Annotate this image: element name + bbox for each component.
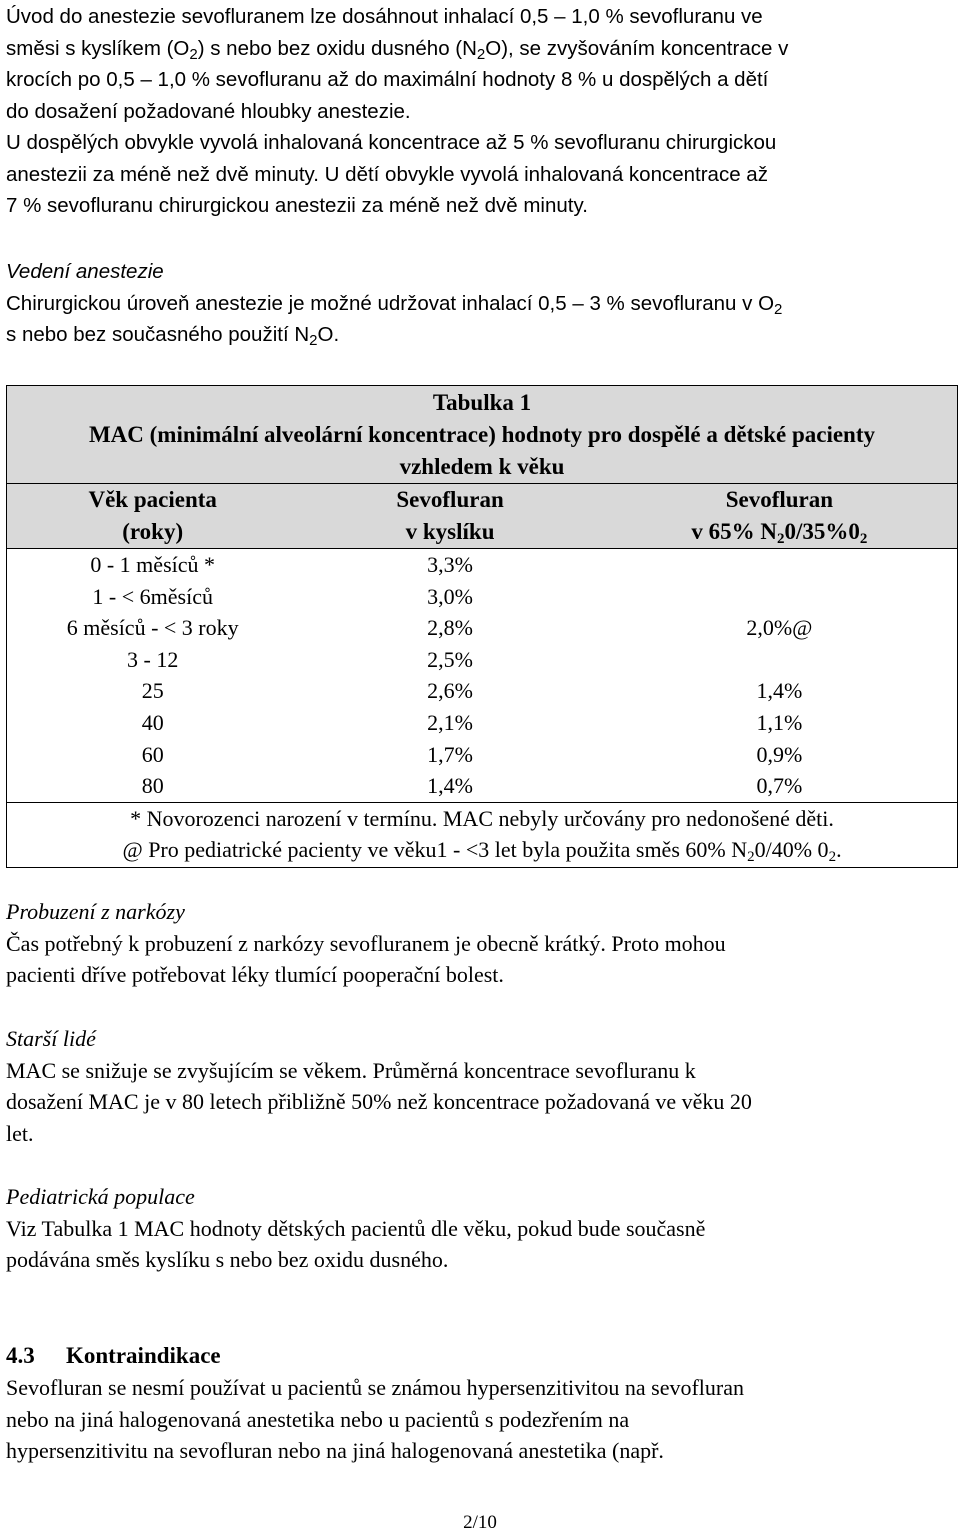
text-line: Chirurgickou úroveň anestezie je možné udržovat inhalací 0,5 – 3 % sevofluranu v $O_2$ <box>6 291 783 318</box>
text-line: U dospělých obvykle vyvolá inhalovaná koncentrace až 5 % sevofluranu chirurgickou <box>6 131 777 154</box>
section-title: Pediatrická populace <box>6 1184 195 1209</box>
text-line: pacienti dříve potřebovat léky tlumící pooperační bolest. <box>6 962 504 987</box>
cell-n2o <box>602 549 957 581</box>
text-line: Čas potřebný k probuzení z narkózy sevofluranem je obecně krátký. Proto mohou <box>6 930 726 956</box>
table-footnotes <box>7 802 957 867</box>
cell-oxygen: 2,5% <box>427 646 473 672</box>
text-line: nebo na jiná halogenovaná anestetika nebo u pacientů s podezřením na <box>6 1406 630 1432</box>
cell-oxygen: 2,8% <box>427 615 473 641</box>
table-row <box>7 739 957 771</box>
text-line: Viz Tabulka 1 MAC hodnoty dětských pacientů dle věku, pokud bude současně <box>6 1215 706 1241</box>
cell-n2o: 0,9% <box>756 741 803 767</box>
text-line: hypersenzitivitu na sevofluran nebo na jiná halogenovaná anestetika (např. <box>6 1438 664 1463</box>
cell-age: 80 <box>141 773 164 799</box>
maintenance-section <box>6 256 952 351</box>
cell-oxygen: 3,0% <box>427 583 473 609</box>
text-line: směsi s kyslíkem $(O_2)$ s nebo bez oxidu dusného $(N_2O)$, se zvyšováním koncentrace v <box>6 36 789 63</box>
page-number: 2/10 <box>463 1512 497 1533</box>
footnote: @ Pro pediatrické pacienty ve věku1 - <3 let byla použita směs 60% $N_20/40\%$ $0_2$. <box>122 836 842 865</box>
cell-n2o: 1,4% <box>756 678 803 704</box>
cell-oxygen: 3,3% <box>427 552 473 577</box>
pediatric-section <box>6 1181 952 1276</box>
column-header-oxygen: Sevofluran v kyslíku <box>396 487 504 544</box>
table-header-row <box>7 484 957 549</box>
cell-oxygen: 1,4% <box>427 773 473 799</box>
cell-n2o <box>602 581 957 613</box>
column-header-n2o: Sevofluran v 65% $N_20/35\%0_2$ <box>691 487 868 547</box>
cell-oxygen: 1,7% <box>427 741 473 767</box>
table-caption <box>7 386 957 484</box>
section-title: Starší lidé <box>6 1026 96 1051</box>
table-row <box>7 675 957 707</box>
table-row <box>7 549 957 581</box>
cell-n2o: 2,0%@ <box>746 615 813 641</box>
table-row <box>7 581 957 613</box>
cell-age: 3 - 12 <box>127 646 179 672</box>
mac-table <box>6 385 958 868</box>
table-row <box>7 612 957 644</box>
cell-age: 6 měsíců - < 3 roky <box>66 615 239 641</box>
text-line: Sevofluran se nesmí používat u pacientů se známou hypersenzitivitou na sevofluran <box>6 1375 745 1400</box>
table-row <box>7 644 957 676</box>
text-line: krocích po 0,5 – 1,0 % sevofluranu až do maximální hodnoty 8 % u dospělých a dětí <box>6 68 769 91</box>
cell-n2o <box>602 644 957 676</box>
section-heading-title: Kontraindikace <box>66 1343 221 1368</box>
table-caption-line: MAC (minimální alveolární koncentrace) hodnoty pro dospělé a dětské pacienty <box>88 422 876 447</box>
text-line: dosažení MAC je v 80 letech přibližně 50% než koncentrace požadovaná ve věku 20 <box>6 1089 752 1114</box>
cell-age: 0 - 1 měsíců * <box>90 552 216 577</box>
cell-age: 25 <box>141 678 164 704</box>
cell-age: 40 <box>141 709 164 735</box>
section-title: Probuzení z narkózy <box>6 899 185 924</box>
text-line: podávána směs kyslíku s nebo bez oxidu dusného. <box>6 1247 449 1272</box>
cell-oxygen: 2,1% <box>427 709 473 735</box>
contraindications-paragraph <box>6 1372 952 1467</box>
intro-paragraph <box>6 1 952 222</box>
table-caption-line: vzhledem k věku <box>399 454 565 479</box>
table-title: Tabulka 1 <box>432 390 532 415</box>
section-number: 4.3 <box>6 1343 35 1368</box>
section-title: Vedení anestezie <box>6 260 164 283</box>
text-line: do dosažení požadované hloubky anestezie. <box>6 99 411 123</box>
elderly-section <box>6 1023 952 1149</box>
table-body <box>7 549 957 802</box>
recovery-section <box>6 896 952 991</box>
cell-n2o: 1,1% <box>756 709 803 735</box>
column-header-age: Věk pacienta (roky) <box>88 487 217 544</box>
cell-age: 60 <box>141 741 164 767</box>
table-row <box>7 707 957 739</box>
text-line: MAC se snižuje se zvyšujícím se věkem. Průměrná koncentrace sevofluranu k <box>6 1057 696 1083</box>
cell-age: 1 - < 6měsíců <box>92 583 213 609</box>
footnote: * Novorozenci narození v termínu. MAC nebyly určovány pro nedonošené děti. <box>130 805 834 831</box>
text-line: s nebo bez současného použití $N_2O$. <box>6 323 340 349</box>
cell-n2o: 0,7% <box>756 773 803 799</box>
text-line: let. <box>6 1120 34 1146</box>
text-line: anestezii za méně než dvě minuty. U dětí obvykle vyvolá inhalovaná koncentrace až <box>6 162 768 186</box>
table-row <box>7 770 957 802</box>
text-line: 7 % sevofluranu chirurgickou anestezii za méně než dvě minuty. <box>6 194 588 217</box>
text-line: Úvod do anestezie sevofluranem lze dosáhnout inhalací 0,5 – 1,0 % sevofluranu ve <box>6 5 763 28</box>
cell-oxygen: 2,6% <box>427 678 473 704</box>
section-heading <box>6 1340 221 1372</box>
